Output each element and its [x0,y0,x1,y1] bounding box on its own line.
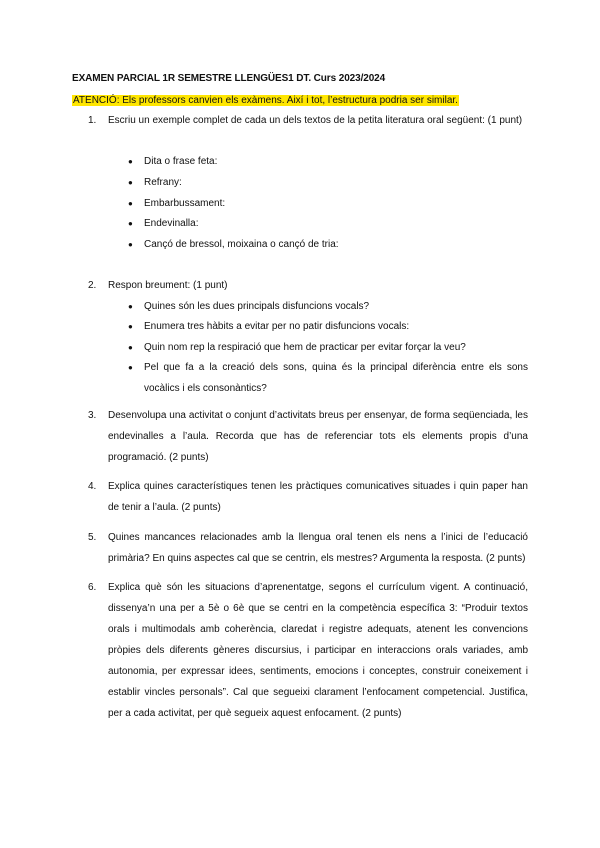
bullet-icon: ● [128,343,133,352]
question-1-number: 1. [88,115,97,126]
question-2-text: Respon breument: (1 punt) [108,280,228,291]
question-6-text: Explica què són les situacions d’aprenentatge, segons el currículum vigent. A continuació, dissenya’n una per a 5è o 6è que se centri en la competència específica 3: “Produir textos orals i multimodals amb coherència, claredat i registre adequats, atenent les convencions pròpies dels diferents gèneres discursius, i participar en interaccions orals variades, amb autonomia, per expressar idees, sentiments, emocions i conceptes, construir coneixement i establir vincles personals”. Cal que segueixi clarament l’enfocament competencial. Justifica, per a cada activitat, per què segueix aquest enfocament. (2 punts) [108,582,528,719]
attention-notice [72,95,459,107]
question-4-text: Explica quines característiques tenen les pràctiques comunicatives situades i quin paper han de tenir a l’aula. (2 punts) [108,481,528,513]
question-6-number: 6. [88,582,97,593]
bullet-icon: ● [128,199,133,208]
question-1-item: Refrany: [144,177,182,188]
bullet-icon: ● [128,302,133,311]
question-1-item: Embarbussament: [144,198,226,209]
question-1-item: Endevinalla: [144,218,199,229]
question-5-text: Quines mancances relacionades amb la llengua oral tenen els nens a l’inici de l’educació primària? En quins aspectes cal que se centrin, els mestres? Argumenta la resposta. (2 punts) [108,532,528,564]
question-3-text: Desenvolupa una activitat o conjunt d’activitats breus per ensenyar, de forma seqüenciada, les endevinalles a l’aula. Recorda que has de referenciar tots els elements propis d’una programació. (2 punts) [108,410,528,463]
question-2-item: Quin nom rep la respiració que hem de practicar per evitar forçar la veu? [144,342,466,353]
bullet-icon: ● [128,363,133,372]
question-2-number: 2. [88,280,97,291]
question-2-item: Pel que fa a la creació dels sons, quina és la principal diferència entre els sons vocàlics i els consonàntics? [144,362,528,394]
bullet-icon: ● [128,157,133,166]
question-1-item: Dita o frase feta: [144,156,218,167]
question-1-text: Escriu un exemple complet de cada un dels textos de la petita literatura oral següent: (1 punt) [108,115,523,126]
bullet-icon: ● [128,322,133,331]
attention-notice-text: ATENCIÓ: Els professors canvien els exàmens. Així i tot, l’estructura podria ser similar. [73,95,458,106]
question-3-number: 3. [88,410,97,421]
question-1-item: Cançó de bressol, moixaina o cançó de tria: [144,239,339,250]
bullet-icon: ● [128,240,133,249]
exam-title: EXAMEN PARCIAL 1R SEMESTRE LLENGÜES1 DT. Curs 2023/2024 [72,73,386,84]
question-5-number: 5. [88,532,97,543]
question-2-item: Quines són les dues principals disfuncions vocals? [144,301,370,312]
question-2-item: Enumera tres hàbits a evitar per no patir disfuncions vocals: [144,321,410,332]
bullet-icon: ● [128,178,133,187]
bullet-icon: ● [128,219,133,228]
question-4-number: 4. [88,481,97,492]
